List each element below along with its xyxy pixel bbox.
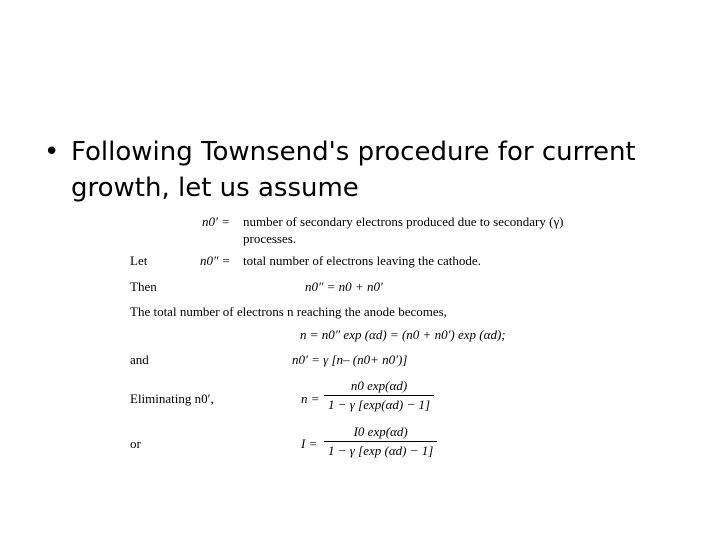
eq-row7-lhs: n = xyxy=(301,391,320,406)
eq-row2-symbol: n0″ = xyxy=(200,253,231,268)
eq-row7-numerator: n0 exp(αd) xyxy=(324,378,434,396)
eq-row7-label: Eliminating n0′, xyxy=(130,391,214,406)
eq-row1-desc-line2: processes. xyxy=(243,231,297,246)
bullet-text: Following Townsend's procedure for current growth, let us assume xyxy=(71,137,636,203)
eq-row7-fraction xyxy=(324,378,434,413)
eq-row2-desc: total number of electrons leaving the cathode. xyxy=(243,253,481,268)
eq-row3-expr: n0″ = n0 + n0′ xyxy=(305,279,383,294)
eq-row8-fraction xyxy=(324,424,437,459)
eq-row8-lhs: I = xyxy=(301,436,318,451)
eq-row6-expr: n0′ = γ [n– (n0+ n0′)] xyxy=(292,352,408,367)
eq-row4-text: The total number of electrons n reaching the anode becomes, xyxy=(130,304,447,319)
eq-row6-label: and xyxy=(130,352,149,367)
eq-row5-expr: n = n0″ exp (αd) = (n0 + n0′) exp (αd); xyxy=(300,327,506,342)
eq-row2-label: Let xyxy=(130,253,148,268)
eq-row8-numerator: I0 exp(αd) xyxy=(324,424,437,442)
eq-row8-denominator: 1 − γ [exp (αd) − 1] xyxy=(328,443,434,458)
eq-row8-label: or xyxy=(130,436,141,451)
eq-row1-desc-line1: number of secondary electrons produced due to secondary (γ) xyxy=(243,214,564,229)
bullet-glyph: • xyxy=(44,137,60,167)
eq-row7-denominator: 1 − γ [exp(αd) − 1] xyxy=(328,397,431,412)
eq-row1-symbol: n0′ = xyxy=(202,214,230,229)
eq-row3-label: Then xyxy=(130,279,157,294)
bullet-point xyxy=(44,134,684,206)
